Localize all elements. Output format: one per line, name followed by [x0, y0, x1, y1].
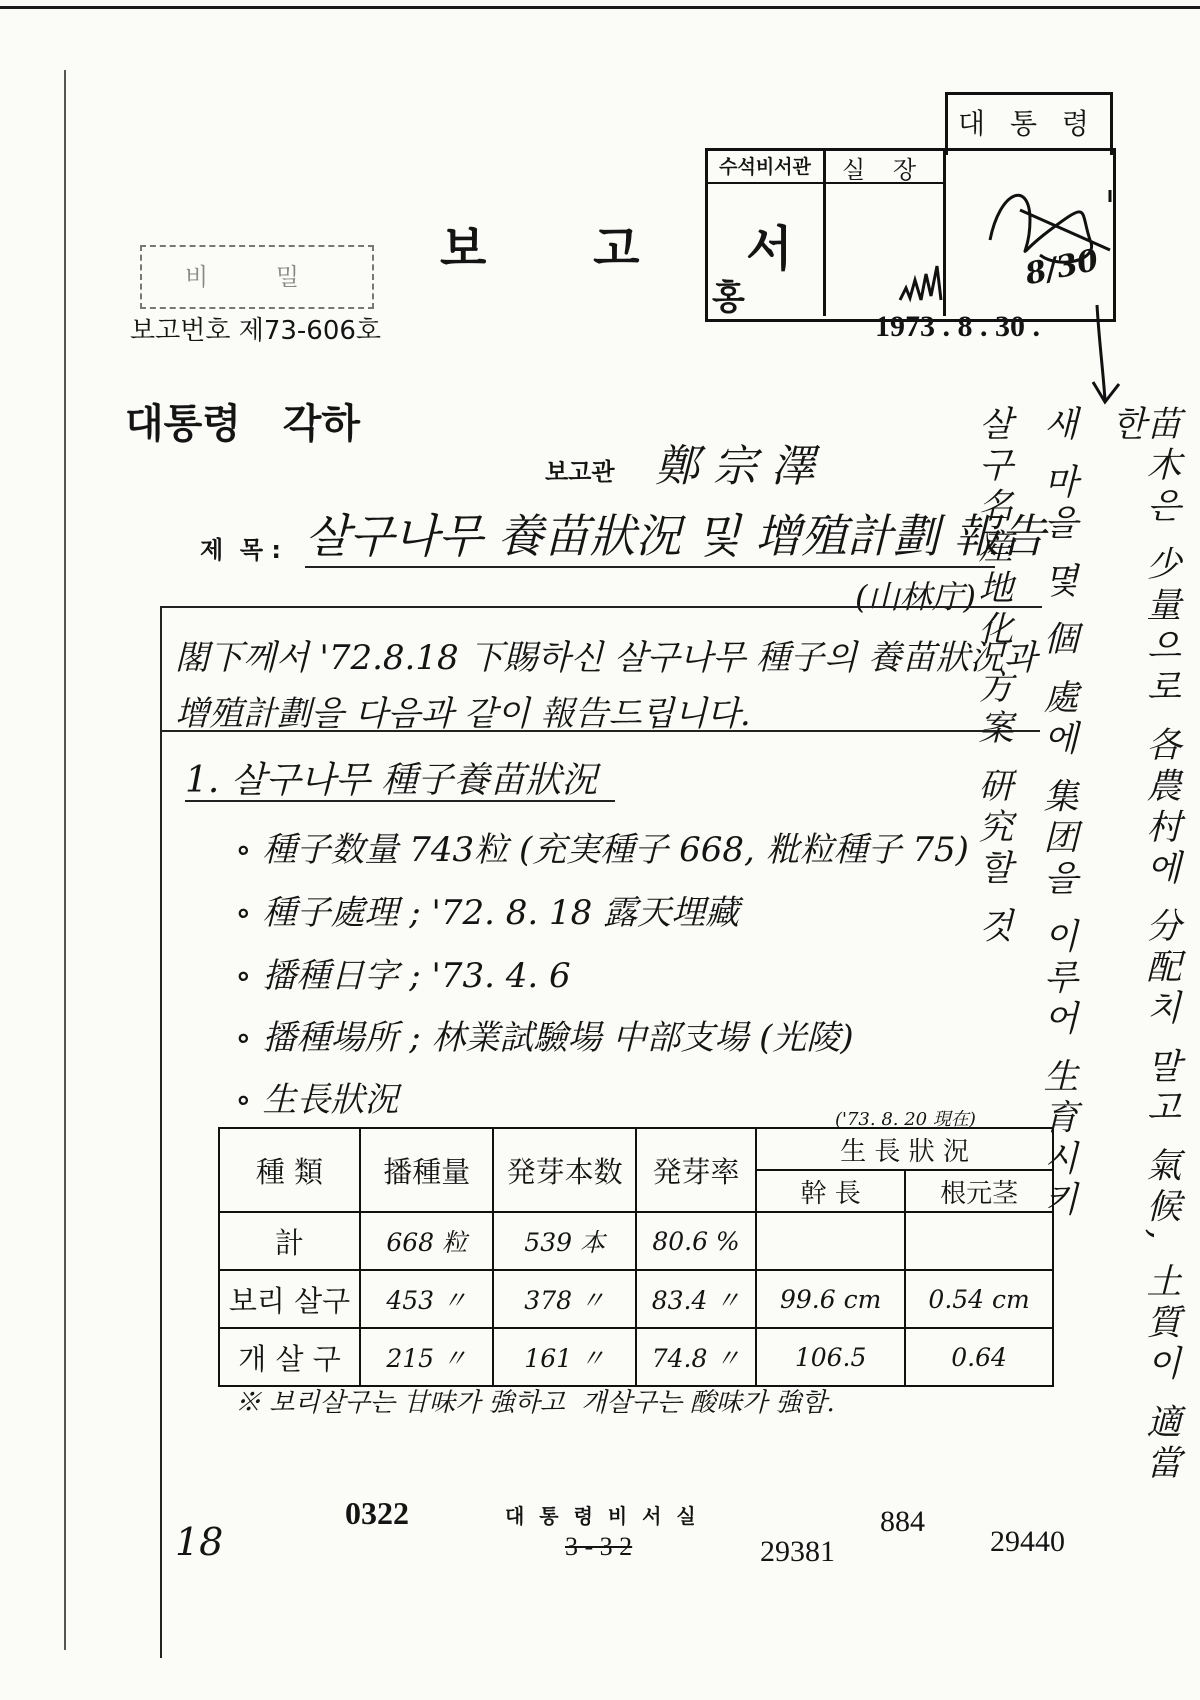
growth-table — [218, 1127, 1054, 1387]
margin-note-1: 苗木은 少量으로 各農村에 分配치 말고 氣候, 土質이 適當한 — [1106, 405, 1181, 1486]
page-edge-top — [0, 6, 1200, 9]
item-sowing-date — [235, 948, 571, 997]
reporter-label: 보고관 — [545, 458, 615, 486]
table-cell: 106.5 — [756, 1328, 905, 1386]
subheader-stem-length: 幹 長 — [756, 1170, 905, 1212]
handwritten-page-number: 18 — [175, 1520, 224, 1564]
section-1-title: 1. 살구나무 種子養苗狀況 — [185, 760, 598, 801]
table-cell: 80.6 % — [636, 1212, 756, 1270]
bullet: ∘ — [235, 1080, 252, 1120]
president-label: 대 통 령 — [958, 107, 1097, 140]
intro-line-2: 增殖計劃을 다음과 같이 報告드립니다. — [175, 694, 751, 734]
table-cell: 668 粒 — [360, 1212, 493, 1270]
header-germinated: 発芽本数 — [493, 1128, 636, 1212]
office-label: 대 통 령 비 서 실 — [505, 1504, 700, 1528]
item-text: 種子数量 743粒 (充実種子 668, 粃粒種子 75) — [262, 830, 969, 870]
intro-line-1: 閣下께서 '72.8.18 下賜하신 살구나무 種子의 養苗狀況과 — [175, 638, 1037, 678]
arrow-down-icon — [1085, 300, 1125, 410]
header-type: 種 類 — [219, 1128, 360, 1212]
item-text: 種子處理 ; '72. 8. 18 露天埋藏 — [262, 893, 740, 933]
table-cell: 539 本 — [493, 1212, 636, 1270]
item-sowing-place — [235, 1010, 854, 1059]
table-cell: 0.64 — [905, 1328, 1053, 1386]
table-row — [219, 1212, 1053, 1270]
table-row — [219, 1270, 1053, 1328]
bullet: ∘ — [235, 893, 252, 933]
subject-label: 제 목 : — [200, 536, 282, 564]
confidential-stamp: 비 밀 — [140, 245, 374, 309]
item-seed-treatment — [235, 885, 739, 934]
item-text: 生長狀況 — [262, 1080, 399, 1120]
seal-mark: 홍 — [712, 278, 745, 318]
table-cell: 보리 살구 — [219, 1270, 360, 1328]
margin-note-3: 살구名産地化 方案 研究할 것 — [973, 405, 1013, 949]
table-cell: 378 〃 — [493, 1270, 636, 1328]
struck-number: 3 - 3 2 — [565, 1532, 633, 1561]
table-footnote: ※ 보리살구는 甘味가 強하고 개살구는 酸味가 強함. — [235, 1388, 835, 1418]
page-code: 0322 — [345, 1495, 409, 1531]
table-cell: 0.54 cm — [905, 1270, 1053, 1328]
item-text: 播種日字 ; '73. 4. 6 — [262, 956, 571, 996]
table-cell: 161 〃 — [493, 1328, 636, 1386]
file-number-2: 884 — [880, 1505, 925, 1538]
file-number-3: 29440 — [990, 1525, 1065, 1558]
office-chief-signature — [895, 260, 955, 310]
office-chief-label: 실 장 — [842, 156, 926, 184]
table-cell — [756, 1212, 905, 1270]
margin-note-2: 새 마을 몇 個 處에 集团을 이루어 生育시키 — [1038, 405, 1078, 1222]
bullet: ∘ — [235, 1018, 252, 1058]
bullet: ∘ — [235, 830, 252, 870]
subheader-root-collar: 根元茎 — [905, 1170, 1053, 1212]
report-date: 1973 . 8 . 30 . — [875, 310, 1040, 343]
table-cell: 99.6 cm — [756, 1270, 905, 1328]
subject-text: 살구나무 養苗狀況 및 增殖計劃 報告 — [305, 509, 1046, 563]
signature-date: 8/30 — [1022, 242, 1102, 293]
file-number-1: 29381 — [760, 1535, 835, 1568]
agency-label: (山林庁) — [855, 578, 976, 616]
section-1-underline — [185, 800, 615, 802]
bullet: ∘ — [235, 956, 252, 996]
table-cell: 개 살 구 — [219, 1328, 360, 1386]
table-cell: 83.4 〃 — [636, 1270, 756, 1328]
addressee: 대통령 각하 — [125, 401, 360, 447]
item-seed-count — [235, 822, 969, 871]
table-header-row — [219, 1128, 1053, 1170]
table-row — [219, 1328, 1053, 1386]
reporter-name: 鄭 宗 澤 — [655, 441, 815, 492]
table-cell: 453 〃 — [360, 1270, 493, 1328]
table-cell — [905, 1212, 1053, 1270]
subject-underline — [305, 566, 995, 568]
table-cell: 74.8 〃 — [636, 1328, 756, 1386]
page-edge-left — [64, 70, 66, 1650]
item-text: 播種場所 ; 林業試驗場 中部支場 (光陵) — [262, 1018, 854, 1058]
header-sowing-amount: 播種量 — [360, 1128, 493, 1212]
chief-secretary-label: 수석비서관 — [719, 156, 811, 178]
item-growth-status — [235, 1072, 398, 1121]
table-cell: 計 — [219, 1212, 360, 1270]
header-germination-rate: 発芽率 — [636, 1128, 756, 1212]
header-growth-status: 生 長 狀 況 — [756, 1128, 1053, 1170]
table-cell: 215 〃 — [360, 1328, 493, 1386]
table-date-note: ('73. 8. 20 現在) — [835, 1109, 976, 1130]
doc-title: 보 고 서 — [440, 221, 793, 277]
report-number: 보고번호 제73-606호 — [130, 316, 382, 346]
